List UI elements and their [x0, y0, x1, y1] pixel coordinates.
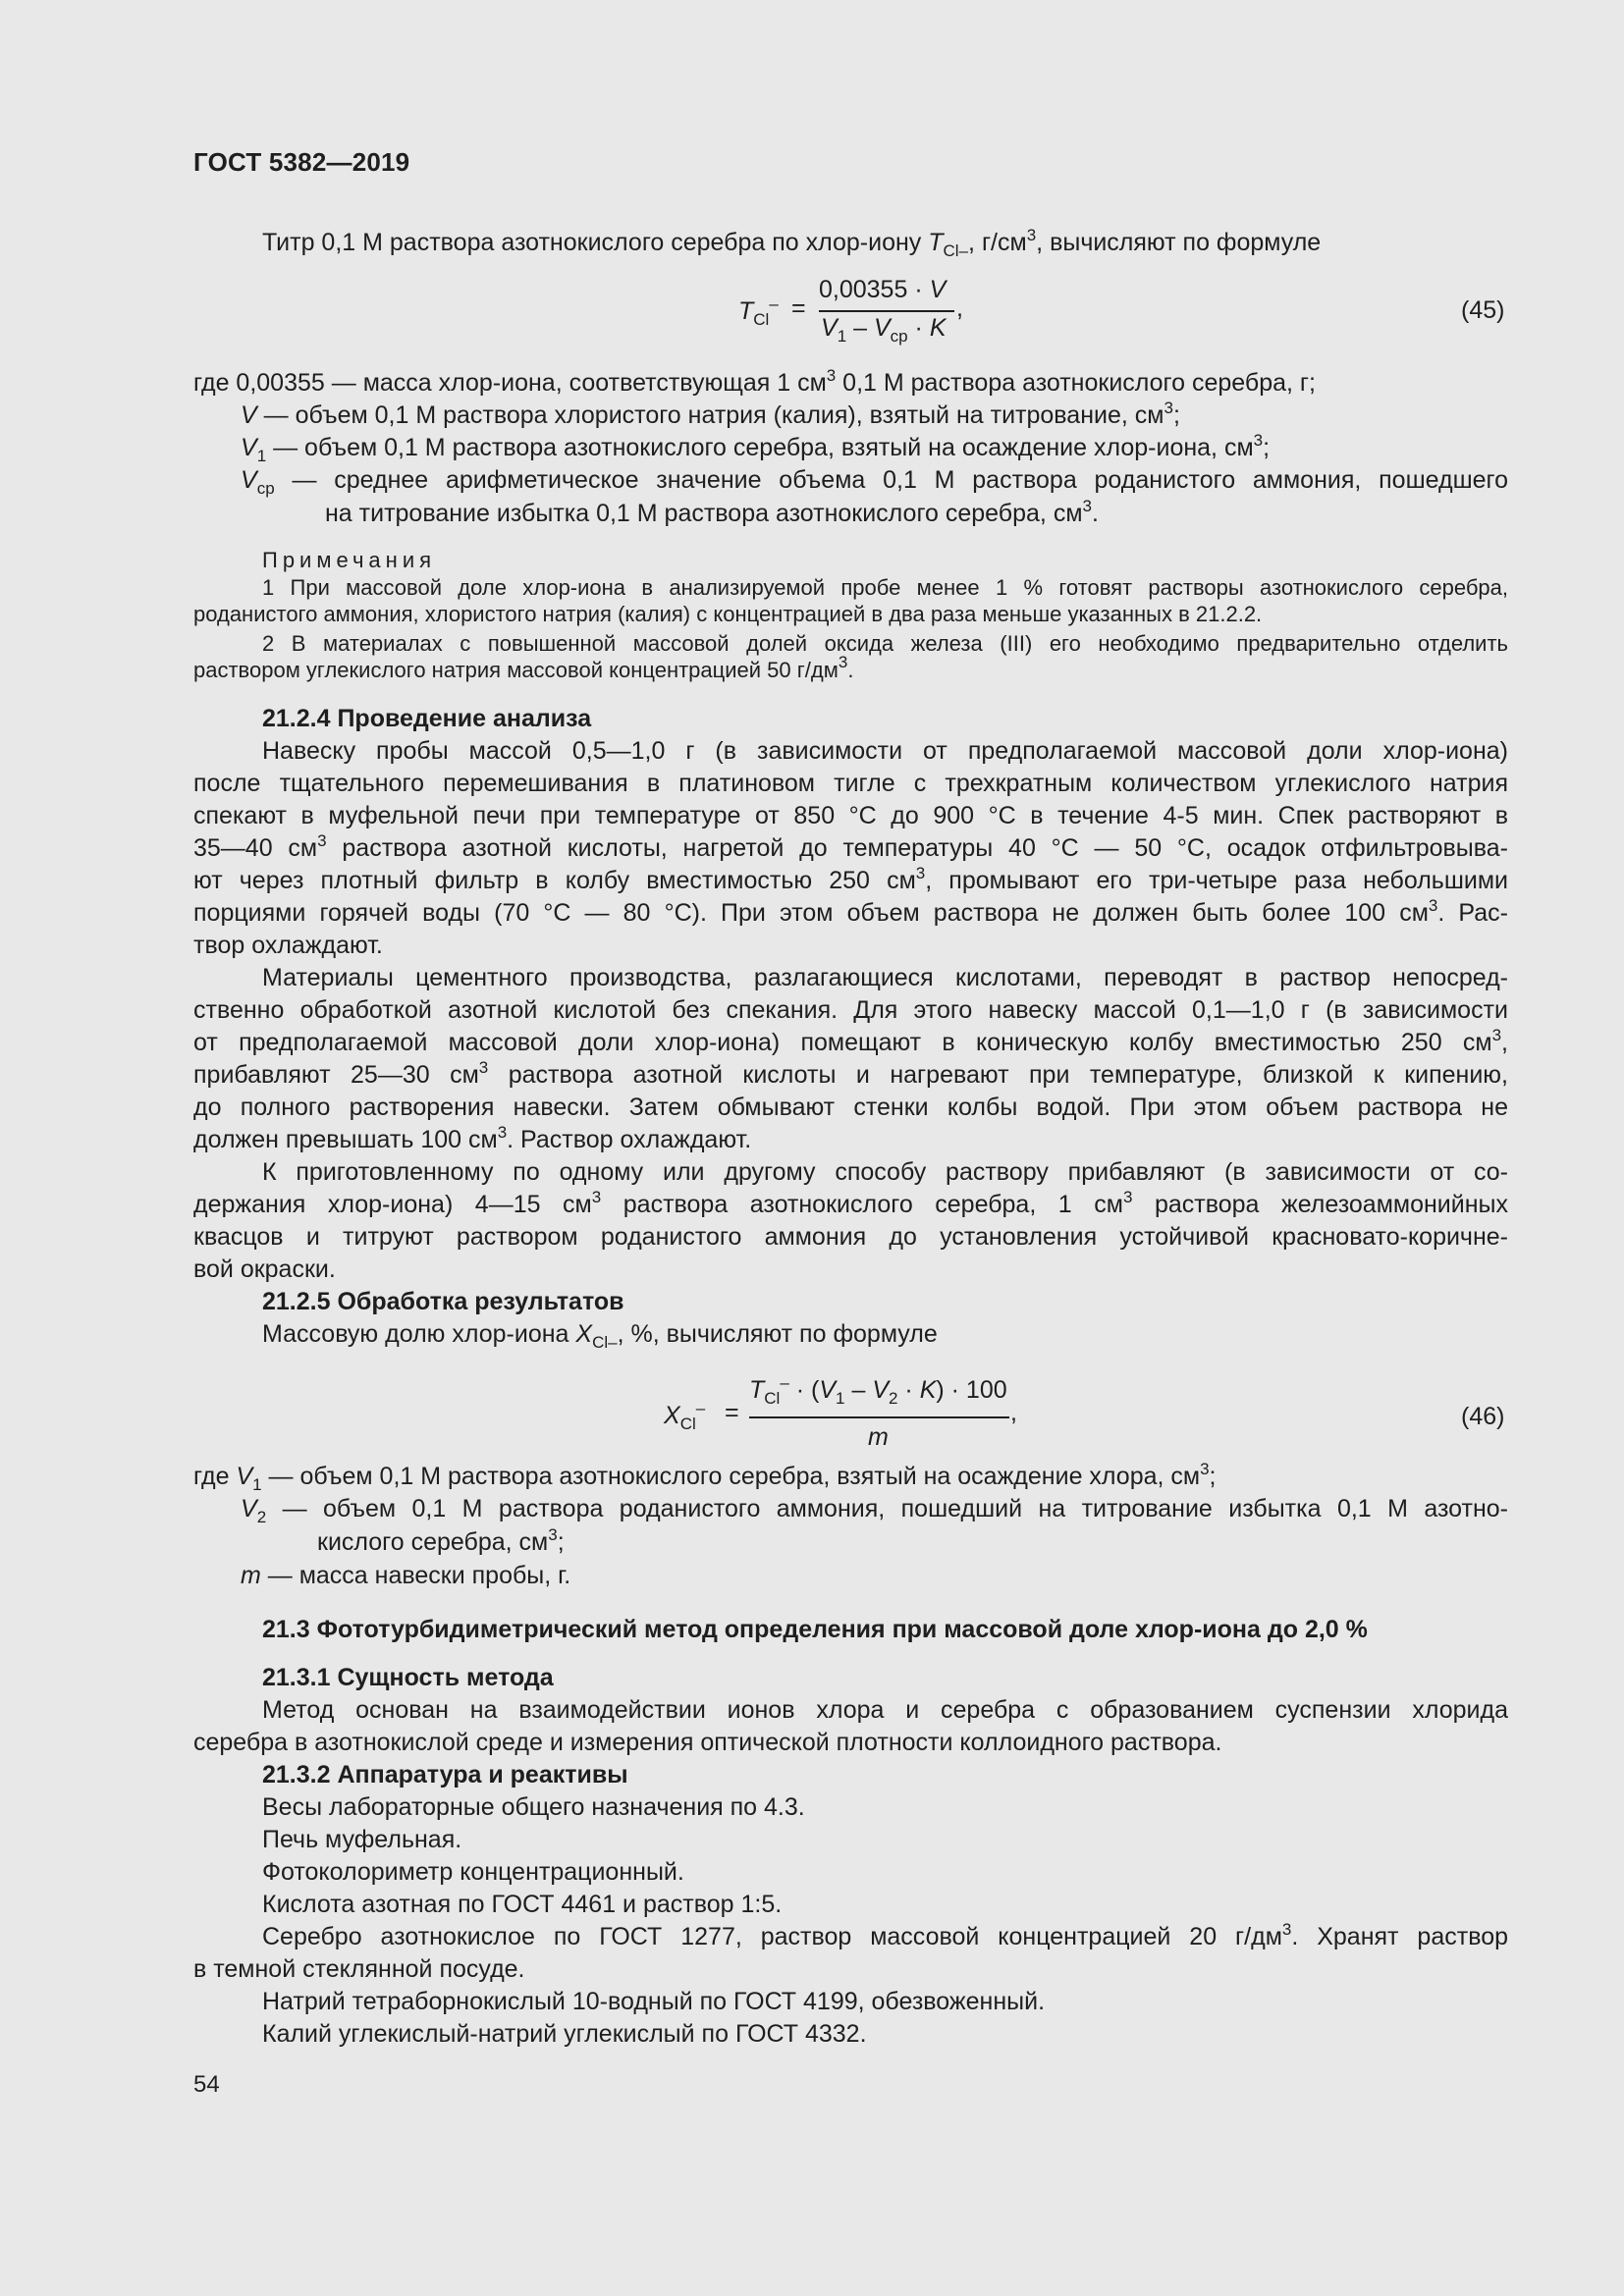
section-heading-21-3-2: 21.3.2 Аппаратура и реактивы — [262, 1761, 628, 1789]
section-heading-21-2-5: 21.2.5 Обработка результатов — [262, 1288, 624, 1315]
paragraph-line: держания хлор-иона) 4—15 $см^3$ раствора азотнокислого серебра, 1 $см^3$ раствора железоаммонийных — [193, 1188, 1508, 1218]
paragraph-line: Навеску пробы массой 0,5—1,0 г (в зависимости от предполагаемой массовой доли хлор-иона) — [262, 737, 1508, 765]
paragraph-line: ственно обработкой азотной кислотой без спекания. Для этого навеску массой 0,1—1,0 г (в зависимости — [193, 996, 1508, 1024]
document-page: ГОСТ 5382—2019 Титр 0,1 М раствора азотнокислого серебра по хлор-иону $T_{Cl-}$, $г/см^3$, вычисляют по формуле $T_{Cl}^-$ = 0,00355 · V $V_1 - V_{ср} \cdot K$ , (45) где 0,00355 — масса хлор-иона, соответствующая 1 $см^3$ 0,1 М раствора азотнокислого серебра, г; V — объем 0,1 М раствора хлористого натрия (калия), взятый на титрование, $см^3$; $V_1$ — объем 0,1 М раствора азотнокислого серебра, взятый на осаждение хлор-иона, $см^3$; $V_{ср}$ — среднее арифметическое значение объема 0,1 М раствора роданистого аммония, пошедшего на титрование избытка 0,1 М раствора азотнокислого серебра, $см^3$. Примечания 1 При массовой доле хлор-иона в анализируемой пробе менее 1 % готовят растворы азотнокислого серебра, роданистого аммония, хлористого натрия (калия) с концентрацией в два раза меньше указанных в 21.2.2. 2 В материалах с повышенной массовой долей оксида железа (III) его необходимо предварительно отделить раствором углекислого натрия массовой концентрацией 50 $г/дм^3$. 21.2.4 Проведение анализа Навеску пробы массой 0,5—1,0 г (в зависимости от предполагаемой массовой доли хлор-иона) после тщательного перемешивания в платиновом тигле с трехкратным количеством углекислого натрия спекают в муфельной печи при температуре от 850 °С до 900 °С в течение 4-5 мин. Спек растворяют в 35—40 $см^3$ раствора азотной кислоты, нагретой до температуры 40 °С — 50 °С, осадок отфильтровыва- ют через плотный фильтр в колбу вместимостью 250 $см^3$, промывают его три-четыре раза небольшими порциями горячей воды (70 °С — 80 °С). При этом объем раствора не должен быть более 100 $см^3$. Рас- твор охлаждают. Материалы цементного производства, разлагающиеся кислотами, переводят в раствор непосред- ственно обработкой азотной кислотой без спекания. Для этого навеску массой 0,1—1,0 г (в зависимости от предполагаемой массовой доли хлор-иона) помещают в коническую колбу вместимостью 250 $см^3$, прибавляют 25—30 $см^3$ раствора азотной кислоты и нагревают при температуре, близкой к кипению, до полного растворения навески. Затем обмывают стенки колбы водой. При этом объем раствора не должен превышать 100 $см^3$. Раствор охлаждают. К приготовленному по одному или другому способу раствору прибавляют (в зависимости от со- держания хлор-иона) 4—15 $см^3$ раствора азотнокислого серебра, 1 $см^3$ раствора железоаммонийных квасцов и титруют раствором роданистого аммония до установления устойчивой красновато-коричне- вой окраски. 21.2.5 Обработка результатов Массовую долю хлор-иона $X_{Cl-}$, %, вычисляют по формуле $X_{Cl}^-$ = $T_{Cl}^- \cdot (V_1 - V_2 \cdot K) \cdot 100$ m , (46) где $V_1$ — объем 0,1 М раствора азотнокислого серебра, взятый на осаждение хлора, $см^3$; $V_2$ — объем 0,1 М раствора роданистого аммония, пошедший на титрование избытка 0,1 М азотно- кислого серебра, $см^3$; m — масса навески пробы, г. 21.3 Фототурбидиметрический метод определения при массовой доле хлор-иона до 2,0 % 21.3.1 Сущность метода Метод основан на взаимодействии ионов хлора и серебра с образованием суспензии хлорида серебра в азотнокислой среде и измерения оптической плотности коллоидного раствора. 21.3.2 Аппаратура и реактивы Весы лабораторные общего назначения по 4.3. Печь муфельная. Фотоколориметр концентрационный. Кислота азотная по ГОСТ 4461 и раствор 1:5. Серебро азотнокислое по ГОСТ 1277, раствор массовой концентрацией 20 $г/дм^3$. Хранят раствор в темной стеклянной посуде. Натрий тетраборнокислый 10-водный по ГОСТ 4199, обезвоженный. Калий углекислый-натрий углекислый по ГОСТ 4332. 54 — [193, 147, 1509, 2098]
where-line: $V_2$ — объем 0,1 М раствора роданистого аммония, пошедший на титрование избытка 0,1 М азотно- — [241, 1495, 1508, 1526]
list-item: Фотоколориметр концентрационный. — [262, 1858, 684, 1886]
paragraph-line: Метод основан на взаимодействии ионов хлора и серебра с образованием суспензии хлорида — [262, 1696, 1508, 1724]
list-item: Весы лабораторные общего назначения по 4.3. — [262, 1793, 805, 1821]
note-line: 1 При массовой доле хлор-иона в анализируемой пробе менее 1 % готовят растворы азотнокислого серебра, — [262, 575, 1508, 600]
paragraph-line: вой окраски. — [193, 1255, 336, 1283]
paragraph-line: от предполагаемой массовой доли хлор-иона) помещают в коническую колбу вместимостью 250 $см^3$, — [193, 1026, 1508, 1056]
paragraph-line: должен превышать 100 $см^3$. Раствор охлаждают. — [193, 1123, 752, 1153]
where-line: где 0,00355 — масса хлор-иона, соответствующая 1 $см^3$ 0,1 М раствора азотнокислого серебра, г; — [193, 366, 1316, 397]
note-line: раствором углекислого натрия массовой концентрацией 50 $г/дм^3$. — [193, 653, 854, 682]
where-line: кислого серебра, $см^3$; — [317, 1525, 565, 1556]
where-line: m — масса навески пробы, г. — [241, 1562, 571, 1589]
list-item: Натрий тетраборнокислый 10-водный по ГОСТ 4199, обезвоженный. — [262, 1988, 1046, 2015]
paragraph-line: Массовую долю хлор-иона $X_{Cl-}$, %, вычисляют по формуле — [262, 1320, 938, 1352]
where-line: V — объем 0,1 М раствора хлористого натрия (калия), взятый на титрование, $см^3$; — [241, 399, 1180, 429]
section-heading-21-2-4: 21.2.4 Проведение анализа — [262, 705, 592, 732]
where-line: $V_{ср}$ — среднее арифметическое значение объема 0,1 М раствора роданистого аммония, пошедшего — [241, 466, 1508, 498]
document-header: ГОСТ 5382—2019 — [193, 147, 410, 177]
list-item: Печь муфельная. — [262, 1826, 462, 1853]
note-line: роданистого аммония, хлористого натрия (калия) с концентрацией в два раза меньше указанных в 21.2.2. — [193, 602, 1263, 626]
page-number: 54 — [193, 2071, 220, 2098]
paragraph-line: Материалы цементного производства, разлагающиеся кислотами, переводят в раствор непосред- — [262, 964, 1508, 991]
where-line: на титрование избытка 0,1 М раствора азотнокислого серебра, $см^3$. — [325, 497, 1099, 527]
paragraph-line: 35—40 $см^3$ раствора азотной кислоты, нагретой до температуры 40 °С — 50 °С, осадок отфильтровыва- — [193, 831, 1508, 862]
list-item: Кислота азотная по ГОСТ 4461 и раствор 1:5. — [262, 1891, 783, 1918]
paragraph-line: порциями горячей воды (70 °С — 80 °С). При этом объем раствора не должен быть более 100 $см^3$. Рас- — [193, 896, 1508, 927]
section-heading-21-3-1: 21.3.1 Сущность метода — [262, 1664, 554, 1691]
where-line: где $V_1$ — объем 0,1 М раствора азотнокислого серебра, взятый на осаждение хлора, $см^3$; — [193, 1460, 1217, 1494]
paragraph-line: прибавляют 25—30 $см^3$ раствора азотной кислоты и нагревают при температуре, близкой к кипению, — [193, 1058, 1508, 1089]
section-heading-21-3: 21.3 Фототурбидиметрический метод определения при массовой доле хлор-иона до 2,0 % — [262, 1616, 1368, 1643]
intro-line: Титр 0,1 М раствора азотнокислого серебра по хлор-иону $T_{Cl-}$, $г/см^3$, вычисляют по формуле — [262, 226, 1322, 260]
paragraph-line: после тщательного перемешивания в платиновом тигле с трехкратным количеством углекислого натрия — [193, 770, 1508, 797]
list-item-continuation: в темной стеклянной посуде. — [193, 1955, 525, 1983]
paragraph-line: до полного растворения навески. Затем обмывают стенки колбы водой. При этом объем раствора не — [193, 1094, 1508, 1121]
paragraph-line: квасцов и титруют раствором роданистого аммония до установления устойчивой красновато-коричне- — [193, 1223, 1508, 1251]
equation-number-46: (46) — [1461, 1403, 1505, 1430]
paragraph-line: К приготовленному по одному или другому способу раствору прибавляют (в зависимости от со- — [262, 1158, 1508, 1186]
paragraph-line: ют через плотный фильтр в колбу вместимостью 250 $см^3$, промывают его три-четыре раза небольшими — [193, 864, 1509, 894]
list-item: Калий углекислый-натрий углекислый по ГОСТ 4332. — [262, 2020, 867, 2048]
equation-number-45: (45) — [1461, 296, 1505, 324]
note-line: 2 В материалах с повышенной массовой долей оксида железа (III) его необходимо предварительно отделить — [262, 631, 1508, 656]
paragraph-line: спекают в муфельной печи при температуре от 850 °С до 900 °С в течение 4-5 мин. Спек растворяют в — [193, 802, 1508, 829]
paragraph-line: серебра в азотнокислой среде и измерения оптической плотности коллоидного раствора. — [193, 1729, 1222, 1756]
list-item: Серебро азотнокислое по ГОСТ 1277, раствор массовой концентрацией 20 $г/дм^3$. Хранят раствор — [262, 1920, 1509, 1950]
where-line: $V_1$ — объем 0,1 М раствора азотнокислого серебра, взятый на осаждение хлор-иона, $см^3$; — [241, 431, 1271, 465]
paragraph-line: твор охлаждают. — [193, 932, 383, 959]
notes-title: Примечания — [262, 548, 437, 572]
